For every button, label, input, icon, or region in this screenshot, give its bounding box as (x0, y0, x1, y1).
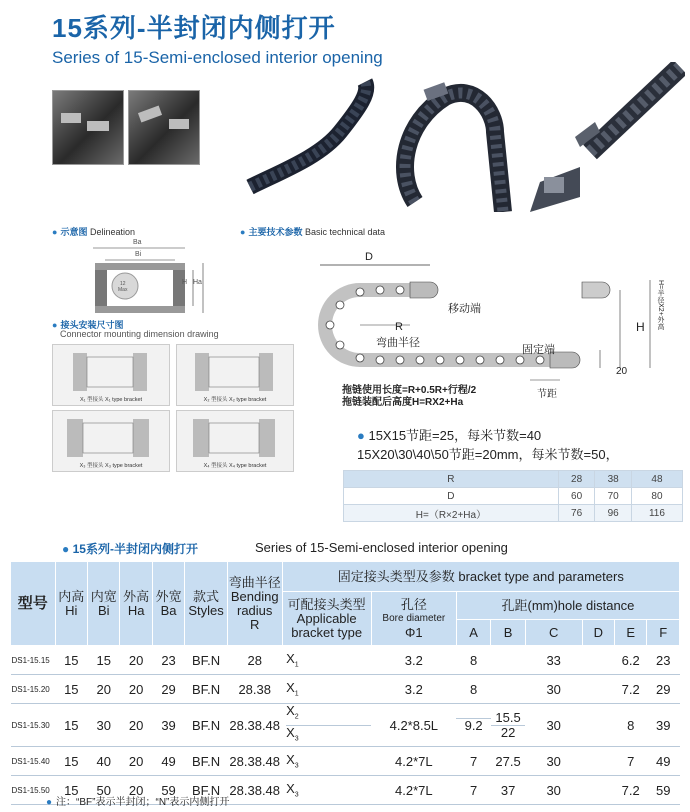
th-styles: 款式 Styles (185, 562, 228, 646)
table-row (11, 646, 680, 675)
th-hole-distance: 孔距(mm)hole distance (456, 592, 679, 620)
spec-line-1: ● 15X15节距=25，每米节数=40 (357, 428, 542, 443)
th-ha: 外高 Ha (120, 562, 152, 646)
table-cell: 23 (647, 646, 680, 675)
product-photo-detail-2 (128, 90, 200, 165)
table-cell: 30 (525, 747, 582, 776)
table-cell: 20 (120, 704, 152, 747)
pitch-label: 节距 (537, 389, 557, 400)
connector-label-en: Connector mounting dimension drawing (60, 329, 219, 339)
th-ba: 外宽 Ba (152, 562, 184, 646)
table-cell (491, 646, 525, 675)
table-cell: 8 (456, 646, 490, 675)
th-hi: 内高 Hi (55, 562, 87, 646)
table-cell: 4.2*7L (371, 776, 456, 805)
h-label-small: H (182, 279, 188, 286)
radius-table (343, 470, 683, 522)
table-cell (491, 675, 525, 704)
th-col-f: F (647, 620, 680, 646)
fixed-end-label: 固定端 (522, 344, 555, 356)
table-cell: 8 (614, 704, 646, 747)
table-cell: 7.2 (614, 675, 646, 704)
th-col-b: B (491, 620, 525, 646)
table-cell: 49 (647, 747, 680, 776)
table-cell (582, 747, 614, 776)
table-cell: $X_1$ (282, 646, 371, 675)
cross-section-drawing (85, 238, 215, 316)
table-cell: 7 (614, 747, 646, 776)
ba-label: Ba (133, 239, 142, 246)
table-cell: BF.N (185, 675, 228, 704)
table-cell: 15 (55, 704, 87, 747)
page-subtitle: Series of 15-Semi-enclosed interior opening (52, 48, 383, 67)
h-formula-vertical: H=半径X2+外高 (657, 280, 664, 330)
footnote: ● 注：“BF”表示半封闭；“N”表示内侧打开 (46, 797, 230, 808)
table-cell: DS1-15.15 (11, 646, 56, 675)
tech-data-label: ● 主要技术参数 Basic technical data (240, 227, 386, 237)
table-cell: 37 (491, 776, 525, 805)
table-cell: 33 (525, 646, 582, 675)
connector-label: ● 接头安装尺寸图 (52, 320, 124, 330)
table-cell: $X_1$ (282, 675, 371, 704)
table-cell: 28.38.48 (227, 704, 282, 747)
product-photo-detail-1 (52, 90, 124, 165)
table-cell: 39 (152, 704, 184, 747)
product-photo-chain-1 (240, 72, 390, 202)
table-cell: DS1-15.20 (11, 675, 56, 704)
table-cell: 7 (456, 747, 490, 776)
table-cell: 7 (456, 776, 490, 805)
table-cell: 30 (525, 704, 582, 747)
table-cell: 49 (152, 747, 184, 776)
th-col-a: A (456, 620, 490, 646)
h-label: H (636, 320, 645, 334)
max-label: 12 Max (118, 281, 128, 293)
table-cell: 29 (647, 675, 680, 704)
table-cell: 40 (88, 747, 120, 776)
table-cell: 59 (152, 776, 184, 805)
table-cell: 59 (647, 776, 680, 805)
ha-label-small: Ha (193, 279, 202, 286)
bracket-drawing-x2: X₂ 型接头 X₂ type bracket (176, 344, 294, 406)
table-row: D 60 70 80 (344, 488, 683, 505)
table-cell: 50 (88, 776, 120, 805)
table-cell: 3.2 (371, 646, 456, 675)
table-cell (582, 776, 614, 805)
table-cell: 15 (55, 776, 87, 805)
table-cell (582, 646, 614, 675)
table-row (11, 747, 680, 776)
th-col-e: E (614, 620, 646, 646)
table-cell (582, 704, 614, 747)
bracket-drawing-x3: X₃ 型接头 X₃ type bracket (52, 410, 170, 472)
bi-label: Bi (135, 251, 142, 258)
table-cell: BF.N (185, 704, 228, 747)
table-cell: 27.5 (491, 747, 525, 776)
table-cell: 15 (55, 646, 87, 675)
th-bending-radius: 弯曲半径 Bending radius R (227, 562, 282, 646)
th-bi: 内宽 Bi (88, 562, 120, 646)
table-cell: 28.38.48 (227, 747, 282, 776)
r-label: R (395, 321, 403, 333)
table-cell: 28.38 (227, 675, 282, 704)
table-cell: DS1-15.50 (11, 776, 56, 805)
th-model: 型号 (11, 562, 56, 646)
d-label: D (365, 251, 373, 263)
table-cell: BF.N (185, 776, 228, 805)
table-cell: 9.2 (456, 704, 490, 747)
bracket-drawing-x1: X₁ 型接头 X₁ type bracket (52, 344, 170, 406)
table-cell: 39 (647, 704, 680, 747)
table-row (11, 704, 680, 747)
th-col-c: C (525, 620, 582, 646)
table-cell: 15.5 22 (491, 704, 525, 747)
delineation-label: ● 示意图 Delineation (52, 227, 135, 237)
table-cell: DS1-15.40 (11, 747, 56, 776)
table-cell: 20 (120, 747, 152, 776)
table-row: H=（R×2+Ha） 76 96 116 (344, 505, 683, 522)
table-cell: 20 (88, 675, 120, 704)
product-photo-chain-2 (385, 72, 515, 212)
table-cell: 4.2*7L (371, 747, 456, 776)
spec-line-2: 15X20\30\40\50节距=20mm，每米节数=50， (357, 447, 619, 462)
series-heading-cn: ● 15系列-半封闭内侧打开 (62, 542, 198, 556)
table-cell: 30 (88, 704, 120, 747)
table-cell: 20 (120, 646, 152, 675)
th-applicable-bracket: 可配接头类型 Applicable bracket type (282, 592, 371, 646)
table-cell: 20 (120, 675, 152, 704)
table-cell: 6.2 (614, 646, 646, 675)
product-photo-chain-3 (520, 62, 685, 222)
table-cell: $X_2$ $X_3$ (282, 704, 371, 747)
table-cell: 29 (152, 675, 184, 704)
table-cell: BF.N (185, 747, 228, 776)
table-cell: BF.N (185, 646, 228, 675)
table-cell: 15 (55, 747, 87, 776)
chain-bending-diagram (300, 250, 690, 400)
th-bracket-group: 固定接头类型及参数 bracket type and parameters (282, 562, 679, 592)
table-cell: 20 (120, 776, 152, 805)
table-row (11, 675, 680, 704)
bracket-drawing-x4: X₄ 型接头 X₄ type bracket (176, 410, 294, 472)
table-cell: $X_3$ (282, 776, 371, 805)
table-cell: 30 (525, 776, 582, 805)
table-cell: 8 (456, 675, 490, 704)
table-row: R 28 38 48 (344, 471, 683, 488)
table-cell: $X_3$ (282, 747, 371, 776)
table-cell: 28.38.48 (227, 776, 282, 805)
table-cell: 30 (525, 675, 582, 704)
moving-end-label: 移动端 (448, 303, 481, 315)
table-cell: 15 (88, 646, 120, 675)
th-bore-diameter: 孔径 Bore diameter Φ1 (371, 592, 456, 646)
table-cell: 3.2 (371, 675, 456, 704)
spec-table (10, 561, 680, 805)
page-title: 15系列-半封闭内侧打开 (52, 13, 336, 43)
table-cell (582, 675, 614, 704)
series-heading-en: Series of 15-Semi-enclosed interior opening (255, 540, 508, 555)
table-cell: 15 (55, 675, 87, 704)
table-cell: 28 (227, 646, 282, 675)
formula-height: 拖链装配后高度H=RX2+Ha (342, 397, 464, 408)
formula-length: 拖链使用长度=R+0.5R+行程/2 (342, 385, 477, 396)
twenty-label: 20 (616, 366, 628, 377)
table-cell: 4.2*8.5L (371, 704, 456, 747)
table-cell: 7.2 (614, 776, 646, 805)
bend-radius-label: 弯曲半径 (376, 337, 420, 349)
th-col-d: D (582, 620, 614, 646)
table-cell: DS1-15.30 (11, 704, 56, 747)
table-cell: 23 (152, 646, 184, 675)
